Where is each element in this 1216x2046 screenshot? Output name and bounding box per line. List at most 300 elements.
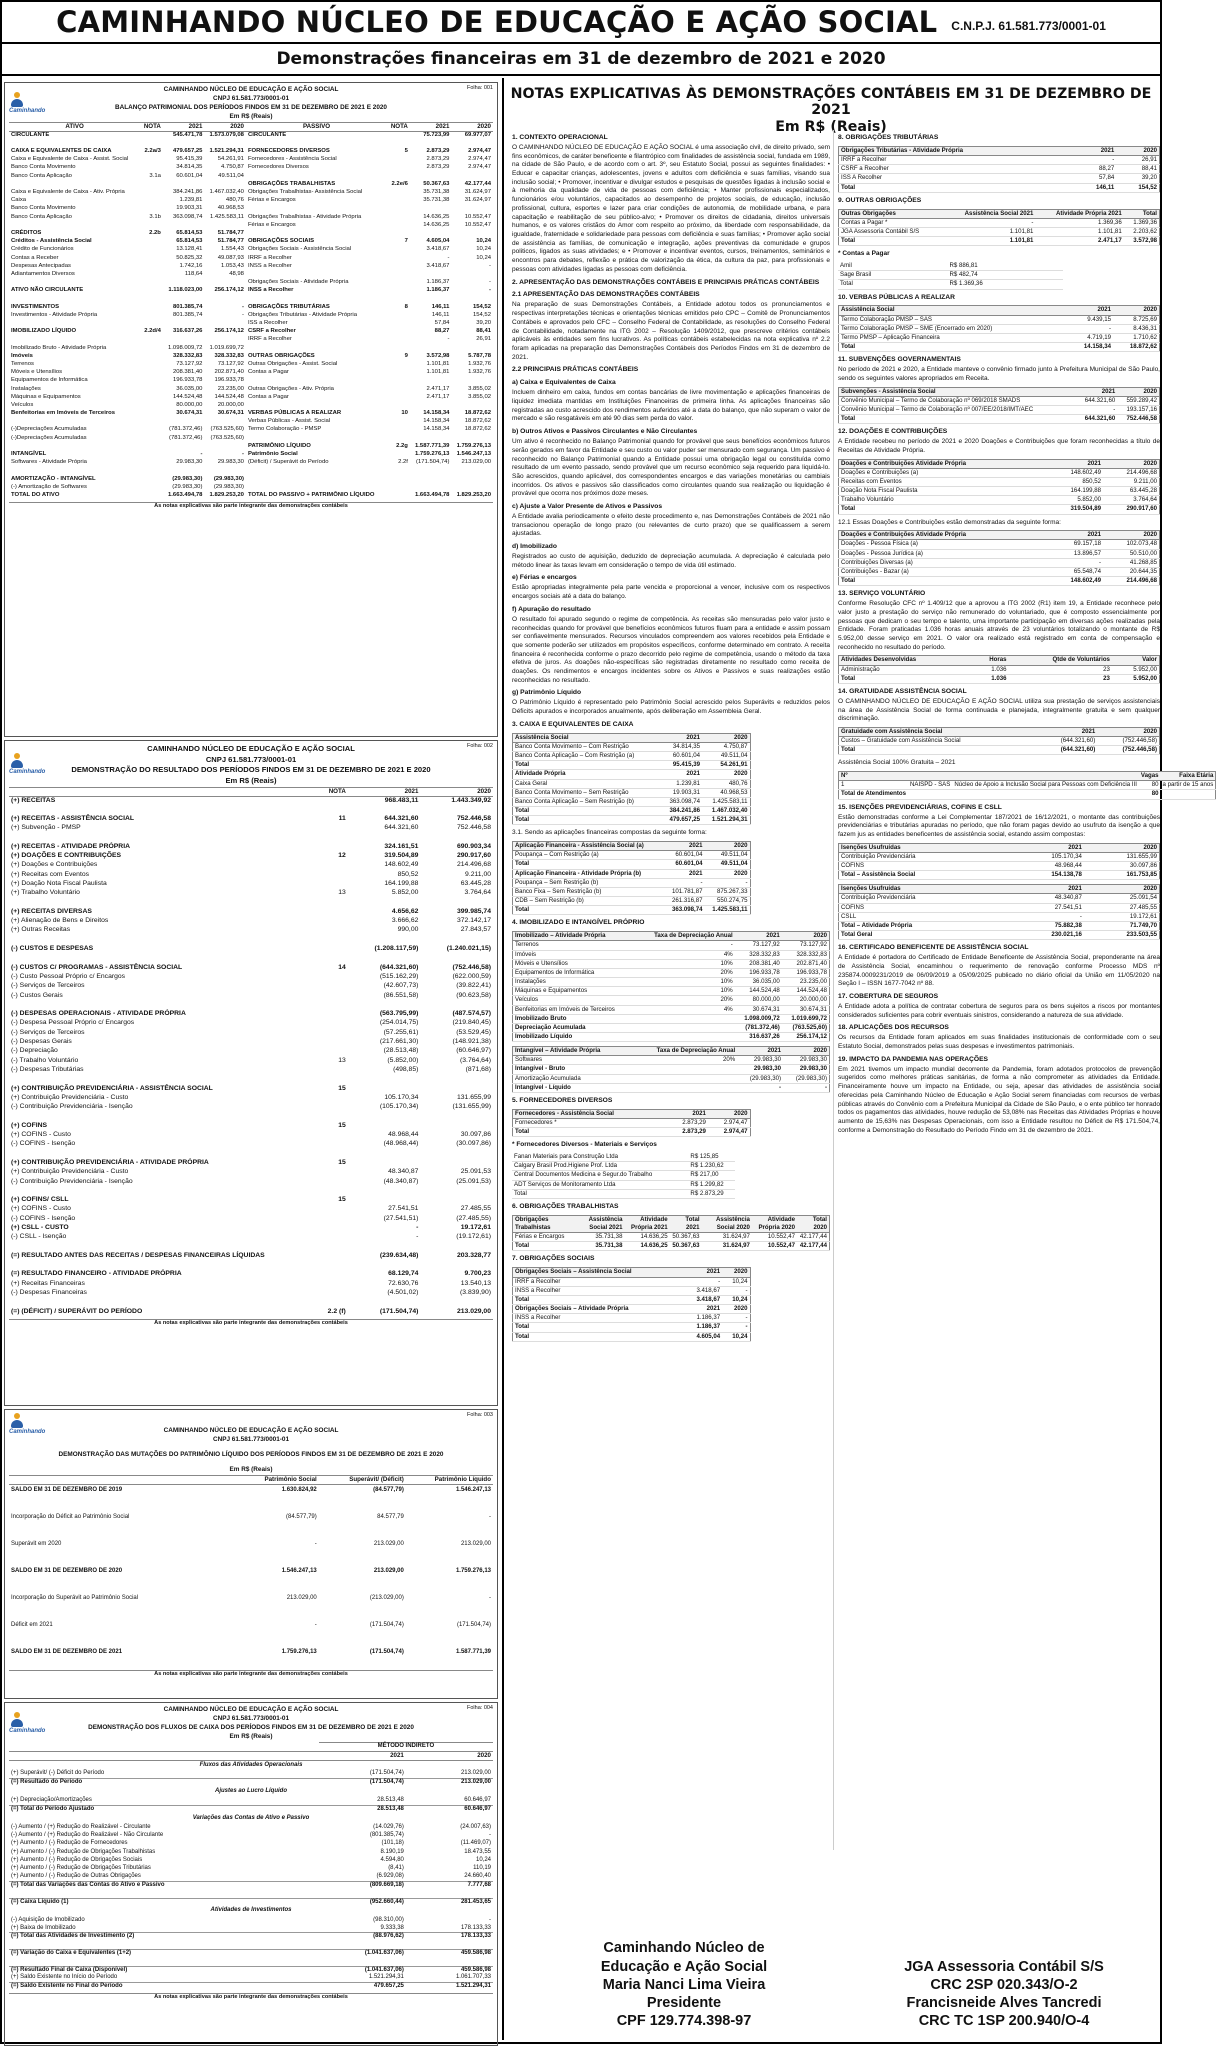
table-cell: 752.446,58 xyxy=(456,824,491,832)
table-cell: (-) Despesas Gerais xyxy=(11,1038,72,1046)
table-cell: INVESTIMENTOS xyxy=(11,303,60,310)
table-cell: 1.467.032,40 xyxy=(209,189,244,195)
table-cell: Déficit em 2021 xyxy=(11,1622,53,1629)
table-cell xyxy=(637,1014,735,1023)
table-cell: (-) Amortização de Softwares xyxy=(11,483,87,490)
table-cell xyxy=(140,369,163,377)
note-table xyxy=(838,146,1160,193)
column-header: Gratuidade com Assistência Social xyxy=(839,727,1036,736)
table-cell: Termo Colaboração PMSP – SAS xyxy=(839,315,1068,324)
table-cell xyxy=(140,312,163,320)
table-cell xyxy=(410,271,452,279)
note-paragraph: Estão demonstradas conforme a Lei Complementar 187/2021 de 16/12/2021, o montante das contribuições previdenciárias e tributárias apuradas no período, que não foram pagas devido ao usufruto da isenção a que fazem jus as entidades beneficentes de assistência social, estando assim compostas: xyxy=(838,813,1160,838)
table-cell: 9.211,00 xyxy=(1103,477,1159,486)
table-cell: 1.573.079,08 xyxy=(209,131,244,138)
table-cell xyxy=(451,467,493,475)
table-cell xyxy=(348,1196,421,1205)
table-cell: 213.029,00 xyxy=(406,1779,493,1787)
column-header: Total 2021 xyxy=(670,1215,702,1232)
table-row xyxy=(9,1029,493,1038)
table-cell: 1.101,81 xyxy=(1035,228,1123,237)
table-cell xyxy=(309,1298,348,1307)
table-row xyxy=(9,1307,493,1316)
table-cell xyxy=(348,833,421,842)
org-logo: Caminhando xyxy=(9,753,53,777)
table-cell: 1.467.032,40 xyxy=(702,807,750,816)
table-row xyxy=(513,807,751,816)
column-header: 2021 xyxy=(661,733,702,742)
note-paragraph: Em 2021 tivemos um impacto mundial decorrente da Pandemia, foram adotados protocolos de prevenção sugeridos como melhores práticas sanitárias, de forma a não comprometer as atividades da Entidade. Financeiramente houve um impacto na Entidade, ou seja, apesar das atividades de assistência social oferecidas pela Caminhando Núcleo de Educação e Ação Social serem financiadas com recursos de verbas públicas através do Convênio com a Prefeitura Municipal da Cidade de São Paulo, e o ente público ter honrado todos os pagamentos das atividades, houve redução de 53,08% nas Receitas das Atividades Próprias e houve aumento de 15,63% nas Despesas Operacionais, com isso a Entidade resultou no Déficit de R$ 171.504,74, conforme a Demonstração do Resultado do Período Findo em 31 de dezembro de 2021. xyxy=(838,1065,1160,1134)
table-cell: 14.158,34 xyxy=(423,426,450,433)
table-cell xyxy=(163,140,205,148)
table-cell: (-) CUSTOS C/ PROGRAMAS - ASSISTÊNCIA SOCIAL xyxy=(11,963,183,971)
table-cell xyxy=(9,279,140,287)
column-header: Total 2020 xyxy=(797,1215,829,1232)
table-cell xyxy=(410,377,452,385)
table-cell: Fanan Materiais para Construção Ltda xyxy=(512,1153,688,1162)
table-cell xyxy=(309,1047,348,1056)
table-cell: 26,91 xyxy=(1116,156,1159,165)
table-cell xyxy=(140,402,163,410)
table-row xyxy=(9,1511,493,1525)
table-cell xyxy=(204,295,246,303)
table-cell xyxy=(9,1112,309,1121)
table-cell: Patrimônio Social xyxy=(247,451,298,457)
table-cell: (98.310,00) xyxy=(373,1916,404,1923)
table-row xyxy=(9,917,493,926)
table-cell: 2.873,29 xyxy=(667,1128,708,1137)
table-row xyxy=(9,320,493,328)
column-header: 2021 xyxy=(735,932,782,941)
table-row xyxy=(513,1286,751,1295)
table-cell xyxy=(309,824,348,833)
table-cell: 363.098,74 xyxy=(665,906,704,915)
table-cell: (=) (DÉFICIT) / SUPERÁVIT DO PERÍODO xyxy=(11,1307,143,1315)
table-cell xyxy=(309,926,348,935)
table-cell xyxy=(9,1075,309,1084)
table-cell: Total xyxy=(838,280,948,289)
table-cell: (24.007,63) xyxy=(460,1823,491,1830)
column-divider xyxy=(833,130,834,1850)
column-header: Fornecedores - Assistência Social xyxy=(513,1109,667,1118)
table-cell: 1.710,62 xyxy=(1113,333,1159,342)
table-row xyxy=(839,871,1160,880)
table-row xyxy=(9,385,493,393)
table-row xyxy=(9,1805,493,1813)
table-row xyxy=(839,459,1160,468)
column-header: Nº xyxy=(839,772,909,781)
table-cell: 39,20 xyxy=(476,320,491,326)
table-cell: 1 xyxy=(839,781,909,790)
table-cell: - xyxy=(943,218,1035,227)
table-cell: CSLL xyxy=(839,912,1010,921)
note-heading: a) Caixa e Equivalentes de Caixa xyxy=(512,379,616,387)
table-cell xyxy=(140,271,163,279)
table-cell: 40.968,53 xyxy=(702,788,750,797)
table-cell: Total xyxy=(839,505,1048,514)
table-cell: Sage Brasil xyxy=(838,271,948,280)
table-cell: CSRF a Recolher xyxy=(839,165,1075,174)
table-row xyxy=(839,852,1160,861)
table-cell: (644.321,60) xyxy=(1036,737,1097,746)
table-cell xyxy=(309,908,348,917)
column-header: Atividade Própria 2020 xyxy=(752,1215,797,1232)
table-cell xyxy=(309,1029,348,1038)
table-cell: (+) Aumento / (-) Redução de Obrigações Trabalhistas xyxy=(11,1848,156,1855)
table-cell: 1.101,81 xyxy=(426,360,450,367)
table-cell: 19.172,61 xyxy=(460,1223,491,1231)
table-cell: 39,20 xyxy=(1116,174,1159,183)
table-cell: (90.623,58) xyxy=(456,991,491,999)
note-paragraph: A Entidade adota a política de contratar cobertura de seguros para os bens sujeitos a riscos por montantes considerados suficientes para cobrir eventuais sinistros, considerando a natureza de sua atividade. xyxy=(838,1002,1160,1019)
note-heading: b) Outros Ativos e Passivos Circulantes e Não Circulantes xyxy=(512,428,698,436)
table-cell xyxy=(387,336,410,344)
table-cell: (84.577,79) xyxy=(286,1514,317,1521)
table-cell: 213.029,00 xyxy=(373,1568,404,1575)
column-header: Outras Obrigações xyxy=(839,209,944,218)
table-row xyxy=(9,279,493,287)
table-cell: 875.267,33 xyxy=(705,887,751,896)
table-cell xyxy=(309,991,348,1000)
table-row xyxy=(9,1084,493,1093)
table-cell: INSS a Recolher xyxy=(247,287,294,294)
table-row xyxy=(513,1314,751,1323)
table-cell xyxy=(309,1252,348,1261)
table-cell xyxy=(630,1083,738,1092)
table-row xyxy=(9,852,493,861)
table-cell: 213.029,00 xyxy=(460,1541,491,1548)
table-cell: Central Documentos Medicina e Segur.do Trabalho xyxy=(512,1171,688,1180)
table-row xyxy=(513,788,751,797)
table-row xyxy=(9,1974,493,1982)
table-cell: 10% xyxy=(637,959,735,968)
note-heading: 2. APRESENTAÇÃO DAS DEMONSTRAÇÕES CONTÁBEIS E PRINCIPAIS PRÁTICAS CONTÁBEIS xyxy=(512,278,820,286)
table-cell: (+) DOAÇÕES E CONTRIBUIÇÕES xyxy=(11,852,122,860)
table-cell: 80 xyxy=(1139,790,1161,799)
table-cell: (+) RECEITAS - ASSISTÊNCIA SOCIAL xyxy=(11,814,135,822)
table-cell: Imóveis xyxy=(11,352,33,359)
table-row xyxy=(839,237,1160,246)
table-cell: 850,52 xyxy=(1047,477,1103,486)
table-cell: 203.328,77 xyxy=(456,1251,491,1259)
table-cell: Obrigações Sociais - Assistência Social xyxy=(247,246,352,253)
table-cell: 69.977,07 xyxy=(464,131,491,138)
table-cell: 144.524,48 xyxy=(735,987,782,996)
table-cell xyxy=(140,131,163,139)
table-cell: 29.983,30 xyxy=(737,1056,783,1065)
table-cell: 4% xyxy=(637,950,735,959)
table-cell: 60.646,97 xyxy=(464,1796,491,1803)
column-header: 2020 xyxy=(1103,531,1159,540)
table-cell xyxy=(9,936,309,945)
table-cell: Veículos xyxy=(11,401,34,408)
note-table xyxy=(512,1109,751,1137)
list-item xyxy=(512,1162,735,1171)
table-cell: (1.041.637,06) xyxy=(319,1950,406,1958)
table-cell xyxy=(204,222,246,230)
table-row xyxy=(839,183,1160,192)
table-cell: 384.241,86 xyxy=(661,807,702,816)
table-cell: (+) Outras Receitas xyxy=(11,926,71,934)
table-cell: 118,64 xyxy=(184,270,203,277)
table-cell xyxy=(140,475,163,483)
table-row xyxy=(9,1579,493,1593)
table-cell: 2.2 (f) xyxy=(327,1307,346,1315)
table-cell: (86.551,58) xyxy=(383,991,419,999)
table-cell: 7.777,68 xyxy=(406,1882,493,1890)
table-cell xyxy=(348,805,421,814)
table-cell xyxy=(9,1261,309,1270)
table-row xyxy=(513,1323,751,1332)
table-row xyxy=(513,1128,751,1137)
table-row xyxy=(9,1933,493,1941)
table-row xyxy=(9,131,493,139)
table-cell: 2.471,17 xyxy=(426,393,450,400)
table-cell: 71.749,70 xyxy=(1084,921,1160,930)
table-cell xyxy=(1161,790,1216,799)
table-cell: Imóveis xyxy=(513,950,637,959)
table-cell: 3.1b xyxy=(149,213,161,220)
table-cell: (217.661,30) xyxy=(379,1038,419,1046)
table-cell: 196.933,78 xyxy=(172,377,203,384)
table-cell xyxy=(232,1606,319,1620)
table-cell: 459.586,98 xyxy=(406,1966,493,1974)
table-cell: 36.035,00 xyxy=(176,385,203,392)
table-row xyxy=(513,1268,751,1277)
table-cell: Intangível - Líquido xyxy=(513,1083,630,1092)
table-cell: TOTAL DO PASSIVO + PATRIMÔNIO LÍQUIDO xyxy=(247,491,375,498)
table-cell: (+) RECEITAS - ATIVIDADE PRÓPRIA xyxy=(11,842,131,850)
page-banner xyxy=(2,2,1160,44)
table-row xyxy=(9,1760,493,1770)
column-header: 2020 xyxy=(1084,885,1160,894)
section-label: Fluxos das Atividades Operacionais xyxy=(199,1761,303,1768)
table-cell: SALDO EM 31 DE DEZEMBRO DE 2019 xyxy=(11,1487,123,1494)
table-cell: Incorporação do Déficit ao Patrimônio Social xyxy=(11,1514,130,1521)
table-cell xyxy=(309,1010,348,1019)
table-cell: 18.473,55 xyxy=(464,1848,491,1855)
table-cell: 30.674,31 xyxy=(782,1005,830,1014)
table-cell: 154,52 xyxy=(472,311,491,318)
table-cell: 1.369,36 xyxy=(1124,218,1160,227)
table-cell: 384.241,86 xyxy=(172,189,203,195)
table-cell: 15 xyxy=(338,1158,346,1166)
table-cell: 23.235,00 xyxy=(217,385,244,392)
table-cell: (29.983,30) xyxy=(737,1074,783,1083)
table-cell xyxy=(246,271,387,279)
column-header: 2021 xyxy=(667,1109,708,1118)
table-cell xyxy=(163,181,205,189)
table-row xyxy=(839,487,1160,496)
table-cell: 3.666,62 xyxy=(391,917,419,925)
table-cell: 4.750,87 xyxy=(221,164,244,171)
table-cell: Termo PMSP – Aplicação Financeira xyxy=(839,333,1068,342)
table-cell: COFINS xyxy=(839,861,1010,870)
table-cell: NAISPD - SAS xyxy=(910,781,951,789)
table-cell xyxy=(246,434,387,442)
table-cell: Máquinas e Equipamentos xyxy=(513,987,637,996)
table-row xyxy=(513,797,751,806)
table-cell: Contas a Pagar * xyxy=(839,218,944,227)
table-cell xyxy=(451,230,493,238)
table-cell xyxy=(319,1498,406,1512)
table-row xyxy=(9,1484,493,1498)
table-cell xyxy=(140,197,163,205)
table-cell: 60.601,04 xyxy=(665,851,704,860)
table-cell: 48.340,87 xyxy=(388,1168,419,1176)
table-row xyxy=(513,779,751,788)
table-cell: (3.764,64) xyxy=(460,1056,491,1064)
table-cell: 2020 xyxy=(705,869,751,878)
table-cell: 968.483,11 xyxy=(384,796,419,804)
table-cell: (-) Despesa Pessoal Próprio c/ Encargos xyxy=(11,1019,135,1027)
column-header: Intangível – Atividade Própria xyxy=(513,1047,630,1056)
table-row xyxy=(9,1112,493,1121)
table-cell: 3.855,02 xyxy=(468,393,491,400)
table-cell: 2021 xyxy=(661,770,702,779)
table-cell xyxy=(140,303,163,311)
table-cell xyxy=(387,467,410,475)
table-cell xyxy=(140,361,163,369)
table-row xyxy=(9,484,493,492)
table-cell xyxy=(140,393,163,401)
table-cell: 1.101,81 xyxy=(426,369,450,376)
table-cell: 13.128,41 xyxy=(176,246,203,253)
table-cell: Fornecedores Diversos xyxy=(247,164,309,171)
statement-title: DEMONSTRAÇÃO DO RESULTADO DOS PERÍODOS FINDOS EM 31 DE DEZEMBRO DE 2021 E 2020 xyxy=(71,765,431,775)
table-cell: 88,41 xyxy=(1116,165,1159,174)
column-header: Assistência Social 2021 xyxy=(943,209,1035,218)
table-cell: 2.2e/6 xyxy=(391,180,408,187)
table-row xyxy=(9,1196,493,1205)
table-cell: Banco Conta Movimento – Com Restrição xyxy=(513,742,661,751)
table-cell: 25.091,53 xyxy=(460,1168,491,1176)
table-cell: Total xyxy=(513,1295,684,1304)
table-cell: (-) Custos Gerais xyxy=(11,991,63,999)
table-cell xyxy=(140,385,163,393)
table-cell xyxy=(246,295,387,303)
table-cell xyxy=(309,1094,348,1103)
table-cell xyxy=(140,279,163,287)
org-cnpj: CNPJ 61.581.773/0001-01 xyxy=(212,1435,290,1443)
table-cell: 131.655,99 xyxy=(1084,852,1160,861)
table-cell: VERBAS PÚBLICAS A REALIZAR xyxy=(247,410,342,417)
table-cell xyxy=(309,1289,348,1298)
currency-label: Em R$ (Reais) xyxy=(225,775,277,785)
table-cell: (105.170,34) xyxy=(379,1103,419,1111)
table-cell xyxy=(309,1233,348,1242)
table-cell: 48,98 xyxy=(229,270,244,277)
table-cell: Caixa e Equivalente de Caixa - Assist. Social xyxy=(11,156,129,163)
table-cell xyxy=(387,230,410,238)
table-cell: 256.174,12 xyxy=(214,328,244,335)
table-cell: 328.332,83 xyxy=(214,352,244,359)
table-row xyxy=(9,833,493,842)
table-cell: 2.471,17 xyxy=(426,385,450,392)
column-header: 2020 xyxy=(702,733,750,742)
table-cell: Núcleo de Apoio a Inclusão Social para Pessoas com Deficiência III xyxy=(954,781,1137,789)
table-row xyxy=(513,1014,830,1023)
table-cell: (-) Trabalho Voluntário xyxy=(11,1056,79,1064)
column-header: PASSIVO xyxy=(246,122,387,131)
table-row xyxy=(839,656,1160,665)
table-cell: 27.541,51 xyxy=(388,1205,419,1213)
table-row xyxy=(9,1813,493,1823)
column-header xyxy=(9,1751,319,1760)
table-row xyxy=(513,987,830,996)
table-cell: Banco Conta Movimento – Sem Restrição xyxy=(513,788,661,797)
table-cell: 1.546.247,13 xyxy=(455,1487,491,1494)
table-cell: 256.174,12 xyxy=(214,287,244,294)
table-cell xyxy=(9,1498,232,1512)
table-cell: (39.822,41) xyxy=(456,982,491,990)
table-cell xyxy=(387,328,410,336)
note-paragraph: O Patrimônio Líquido é representado pelo Patrimônio Social acrescido pelos Superávits e reduzidos pelos Déficits apurados e incorporados anualmente, após deliberação em Assembleia Geral. xyxy=(512,699,830,716)
table-cell: 4.594,80 xyxy=(380,1856,404,1863)
note-table xyxy=(838,305,1160,352)
table-cell xyxy=(348,1242,421,1251)
table-cell: 27.843,57 xyxy=(460,926,491,934)
table-cell: 60.601,04 xyxy=(176,172,203,179)
table-cell xyxy=(9,1242,309,1251)
table-cell: 144.524,48 xyxy=(782,987,830,996)
table-cell xyxy=(204,279,246,287)
table-cell xyxy=(410,475,452,483)
column-header: 2021 xyxy=(1047,531,1103,540)
table-cell xyxy=(387,402,410,410)
table-row xyxy=(9,1525,493,1539)
note-table xyxy=(838,884,1160,940)
table-cell: 28.513,48 xyxy=(377,1796,404,1803)
table-row xyxy=(9,1001,493,1010)
note-heading: f) Apuração do resultado xyxy=(512,605,591,613)
table-cell: (563.795,99) xyxy=(379,1010,419,1018)
table-cell: (-) Contribuição Previdenciária - Isenção xyxy=(11,1177,133,1185)
table-cell: 8.725,69 xyxy=(1113,315,1159,324)
table-cell: 29.983,30 xyxy=(176,459,203,466)
table-cell: 19.172,61 xyxy=(1084,912,1160,921)
table-cell: 10.552,47 xyxy=(464,221,491,228)
table-cell: 88,27 xyxy=(1075,165,1117,174)
table-cell: Obrigações Tributárias - Atividade Própria xyxy=(247,311,357,318)
table-cell: 213.029,00 xyxy=(460,1770,491,1777)
table-cell xyxy=(309,843,348,852)
table-cell xyxy=(387,131,410,139)
table-cell: (644.321,60) xyxy=(1036,746,1097,755)
list-item xyxy=(838,262,1063,271)
table-cell: Doações e Contribuições (a) xyxy=(839,468,1048,477)
table-row xyxy=(9,459,493,467)
table-cell: 75.723,99 xyxy=(423,131,450,138)
table-cell: 202.871,40 xyxy=(782,959,830,968)
note-paragraph: A Entidade é portadora do Certificado de Entidade Beneficente de Assistência Social, preponderante na área de Assistência Social, encaminhou o requerimento de renovação conforme Processo MDS nº 235874.0009231/2019 de 06/09/2019 a 05/09/2025 publicado no diário oficial da União em 11/05/2020 na Seção I – ISSN 1677-7042 nº 88. xyxy=(838,954,1160,988)
table-cell xyxy=(204,140,246,148)
table-cell xyxy=(140,262,163,270)
table-cell xyxy=(309,870,348,879)
table-cell xyxy=(387,393,410,401)
table-cell: - xyxy=(489,1831,491,1838)
table-cell: (42.607,73) xyxy=(383,982,419,990)
table-cell: 1.186,37 xyxy=(426,279,450,286)
table-cell: (5.852,00) xyxy=(387,1056,419,1064)
table-cell xyxy=(9,805,309,814)
table-cell: (+) Saldo Existente no Início do Período xyxy=(11,1974,118,1981)
table-cell: INSS a Recolher xyxy=(247,262,292,269)
table-cell: 644.321,60 xyxy=(384,824,419,832)
table-cell xyxy=(9,467,140,475)
table-cell: 1.521.294,31 xyxy=(368,1974,404,1981)
table-cell: 2.873,29 xyxy=(426,148,450,155)
